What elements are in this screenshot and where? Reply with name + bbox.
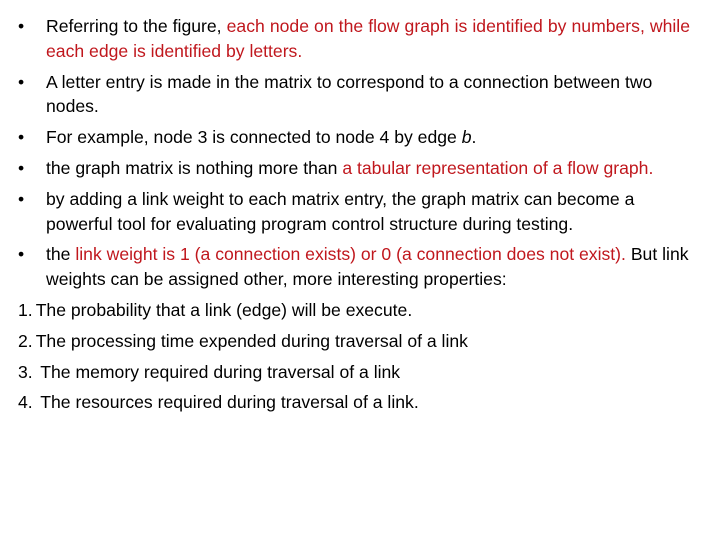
item-number: 2. bbox=[18, 330, 33, 351]
bullet-icon: • bbox=[18, 157, 25, 178]
highlighted-text: each node on the flow graph is identified by numbers, while each edge is identified by letters. bbox=[46, 16, 690, 61]
item-text: The resources required during traversal of a link. bbox=[35, 392, 419, 413]
bullet-item-2 bbox=[18, 70, 690, 120]
bullet-item-6 bbox=[18, 242, 690, 292]
item-text: The probability that a link (edge) will be execute. bbox=[35, 299, 413, 320]
bullet-icon: • bbox=[18, 244, 25, 265]
numbered-item-4 bbox=[18, 390, 690, 415]
highlighted-text: a tabular representation of a flow graph. bbox=[342, 157, 654, 178]
bullet-text: Referring to the figure, each node on the flow graph is identified by numbers, while each edge is identified by letters. bbox=[46, 16, 690, 61]
numbered-item-2 bbox=[18, 329, 690, 354]
slide-body bbox=[18, 14, 690, 421]
bullet-item-3 bbox=[18, 125, 690, 150]
bullet-item-4 bbox=[18, 156, 690, 181]
item-number: 3. bbox=[18, 361, 33, 382]
bullet-item-1 bbox=[18, 14, 690, 64]
bullet-item-5 bbox=[18, 187, 690, 237]
highlighted-text: link weight is 1 (a connection exists) or 0 (a connection does not exist). bbox=[75, 244, 626, 265]
bullet-icon: • bbox=[18, 188, 25, 209]
bullet-text: the graph matrix is nothing more than a tabular representation of a flow graph. bbox=[46, 157, 654, 178]
numbered-item-3 bbox=[18, 360, 690, 385]
numbered-item-1 bbox=[18, 298, 690, 323]
bullet-text: A letter entry is made in the matrix to correspond to a connection between two nodes. bbox=[46, 71, 653, 117]
bullet-text: For example, node 3 is connected to node 4 by edge b. bbox=[46, 127, 477, 148]
bullet-icon: • bbox=[18, 71, 25, 92]
item-text: The processing time expended during traversal of a link bbox=[35, 330, 468, 351]
bullet-text: by adding a link weight to each matrix entry, the graph matrix can become a powerful tool for evaluating program control structure during testing. bbox=[46, 188, 635, 234]
edge-label: b bbox=[461, 127, 472, 148]
bullet-text: the link weight is 1 (a connection exists) or 0 (a connection does not exist). But link weights can be assigned other, more interesting properties: bbox=[46, 244, 689, 290]
item-text: The memory required during traversal of a link bbox=[35, 361, 401, 382]
item-number: 4. bbox=[18, 392, 33, 413]
bullet-icon: • bbox=[18, 127, 25, 148]
bullet-icon: • bbox=[18, 16, 25, 36]
item-number: 1. bbox=[18, 299, 33, 320]
